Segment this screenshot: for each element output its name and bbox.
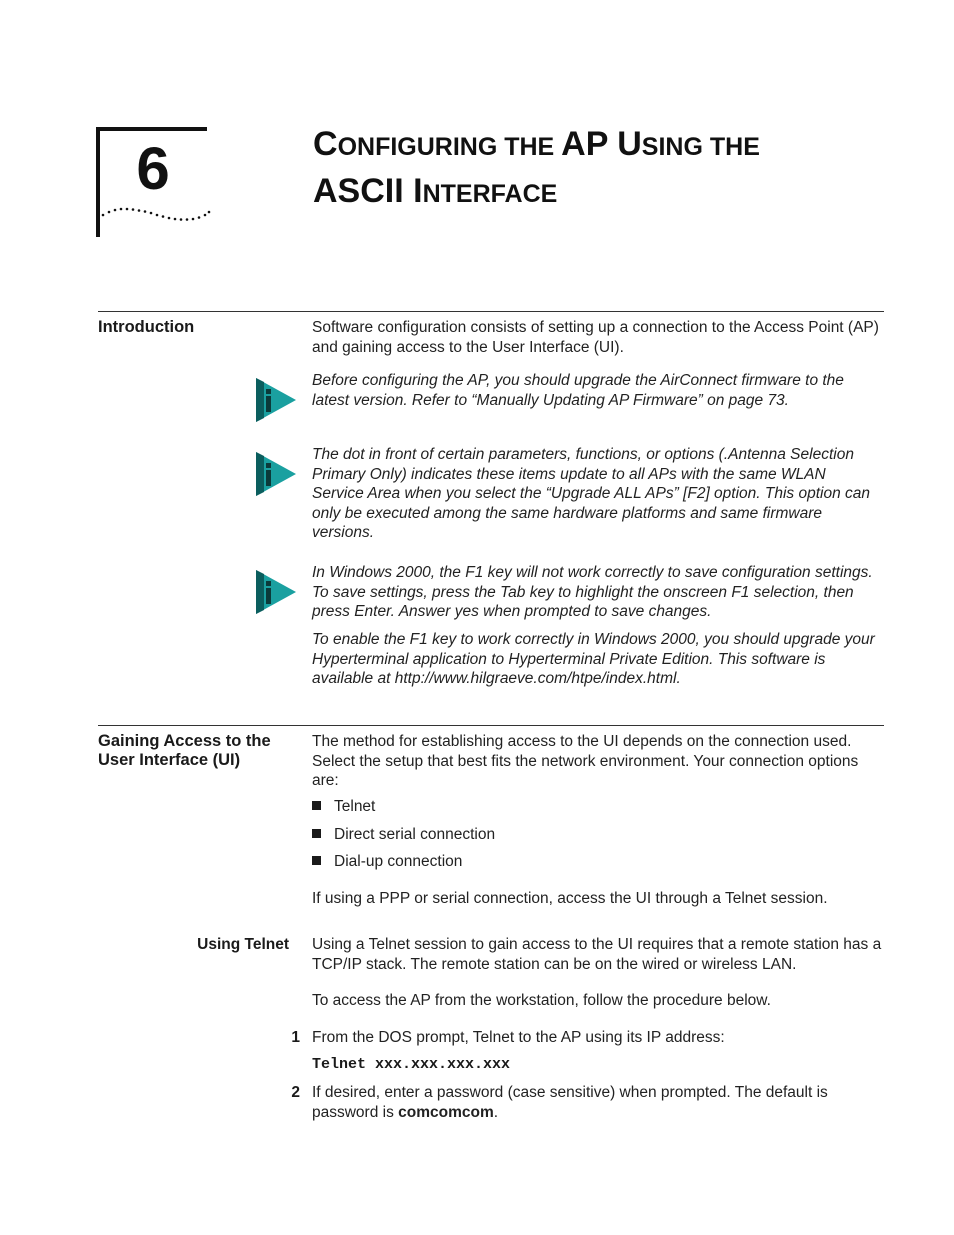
step-2-text-main: If desired, enter a password (case sensitive) when prompted. The default is password is <box>312 1084 828 1121</box>
list-item-text: Telnet <box>334 798 376 815</box>
heading-line: User Interface (UI) <box>98 751 241 769</box>
note-upgrade-firmware: Before configuring the AP, you should upgrade the AirConnect firmware to the latest version. Refer to “Manually Updating AP Firmware” on page 73. <box>312 372 844 409</box>
chapter-box-top-border <box>96 127 207 131</box>
chapter-title-run: ASCII I <box>313 172 423 210</box>
list-item <box>312 797 872 825</box>
default-password: comcomcom <box>398 1103 494 1121</box>
chapter-title-run: AP U <box>561 125 642 163</box>
bullet-square-icon <box>312 801 321 810</box>
section-heading-introduction: Introduction <box>98 318 195 336</box>
introduction-paragraph: Software configuration consists of setting up a connection to the Access Point (AP) and gaining access to the User Interface (UI). <box>312 319 879 356</box>
section-divider-introduction <box>98 311 884 312</box>
note-hyperterminal: To enable the F1 key to work correctly in Windows 2000, you should upgrade your Hyperterminal application to Hyperterminal Private Edition. This software is available at http://www.hilgraeve.com/htpe/index.html. <box>312 631 875 688</box>
serial-connection-note: If using a PPP or serial connection, access the UI through a Telnet session. <box>312 890 828 907</box>
list-item <box>312 852 872 880</box>
chapter-title-run: SING THE <box>641 133 760 161</box>
info-note-icon <box>254 450 298 498</box>
chapter-dotted-curve <box>101 203 213 223</box>
info-note-icon <box>254 568 298 616</box>
step-2-text-end: . <box>493 1103 499 1121</box>
subsection-heading-using-telnet: Using Telnet <box>197 936 289 953</box>
telnet-command: Telnet xxx.xxx.xxx.xxx <box>312 1056 511 1073</box>
section-divider-gaining-access <box>98 725 884 726</box>
list-item-text: Dial-up connection <box>334 853 463 870</box>
bullet-square-icon <box>312 829 321 838</box>
chapter-title-run: NTERFACE <box>422 180 558 208</box>
info-note-icon <box>254 376 298 424</box>
chapter-title <box>313 124 873 218</box>
bullet-square-icon <box>312 856 321 865</box>
connection-options-list <box>312 797 872 880</box>
step-number: 2 <box>291 1084 300 1101</box>
chapter-title-line-1 <box>313 124 873 171</box>
chapter-number: 6 <box>136 135 170 202</box>
note-dot-parameters: The dot in front of certain parameters, functions, or options (.Antenna Selection Primary Only) indicates these items update to all APs with the same WLAN Service Area when you select the “Upgrade ALL APs” [F2] option. This option can only be executed among the same hardware platforms and same firmware versions. <box>312 446 871 542</box>
step-1-text: From the DOS prompt, Telnet to the AP using its IP address: <box>312 1029 725 1046</box>
list-item <box>312 825 872 853</box>
telnet-procedure-intro: To access the AP from the workstation, follow the procedure below. <box>312 992 771 1009</box>
chapter-box-left-border <box>96 127 100 237</box>
heading-line: Gaining Access to the <box>98 732 271 750</box>
chapter-title-run: C <box>313 125 338 163</box>
step-number: 1 <box>291 1029 300 1046</box>
step-2-text <box>312 1083 852 1122</box>
chapter-title-run: ONFIGURING THE <box>337 133 562 161</box>
note-windows-2000-f1: In Windows 2000, the F1 key will not work correctly to save configuration settings. To save settings, press the Tab key to highlight the onscreen F1 selection, then press Enter. Answer yes when prompted to save changes. <box>312 564 873 621</box>
gaining-access-paragraph: The method for establishing access to the UI depends on the connection used. Select the setup that best fits the network environment. Your connection options are: <box>312 733 859 790</box>
section-heading-gaining-access <box>98 732 298 770</box>
telnet-paragraph: Using a Telnet session to gain access to the UI requires that a remote station has a TCP/IP stack. The remote station can be on the wired or wireless LAN. <box>312 936 882 973</box>
chapter-title-line-2 <box>313 171 873 218</box>
list-item-text: Direct serial connection <box>334 825 496 843</box>
